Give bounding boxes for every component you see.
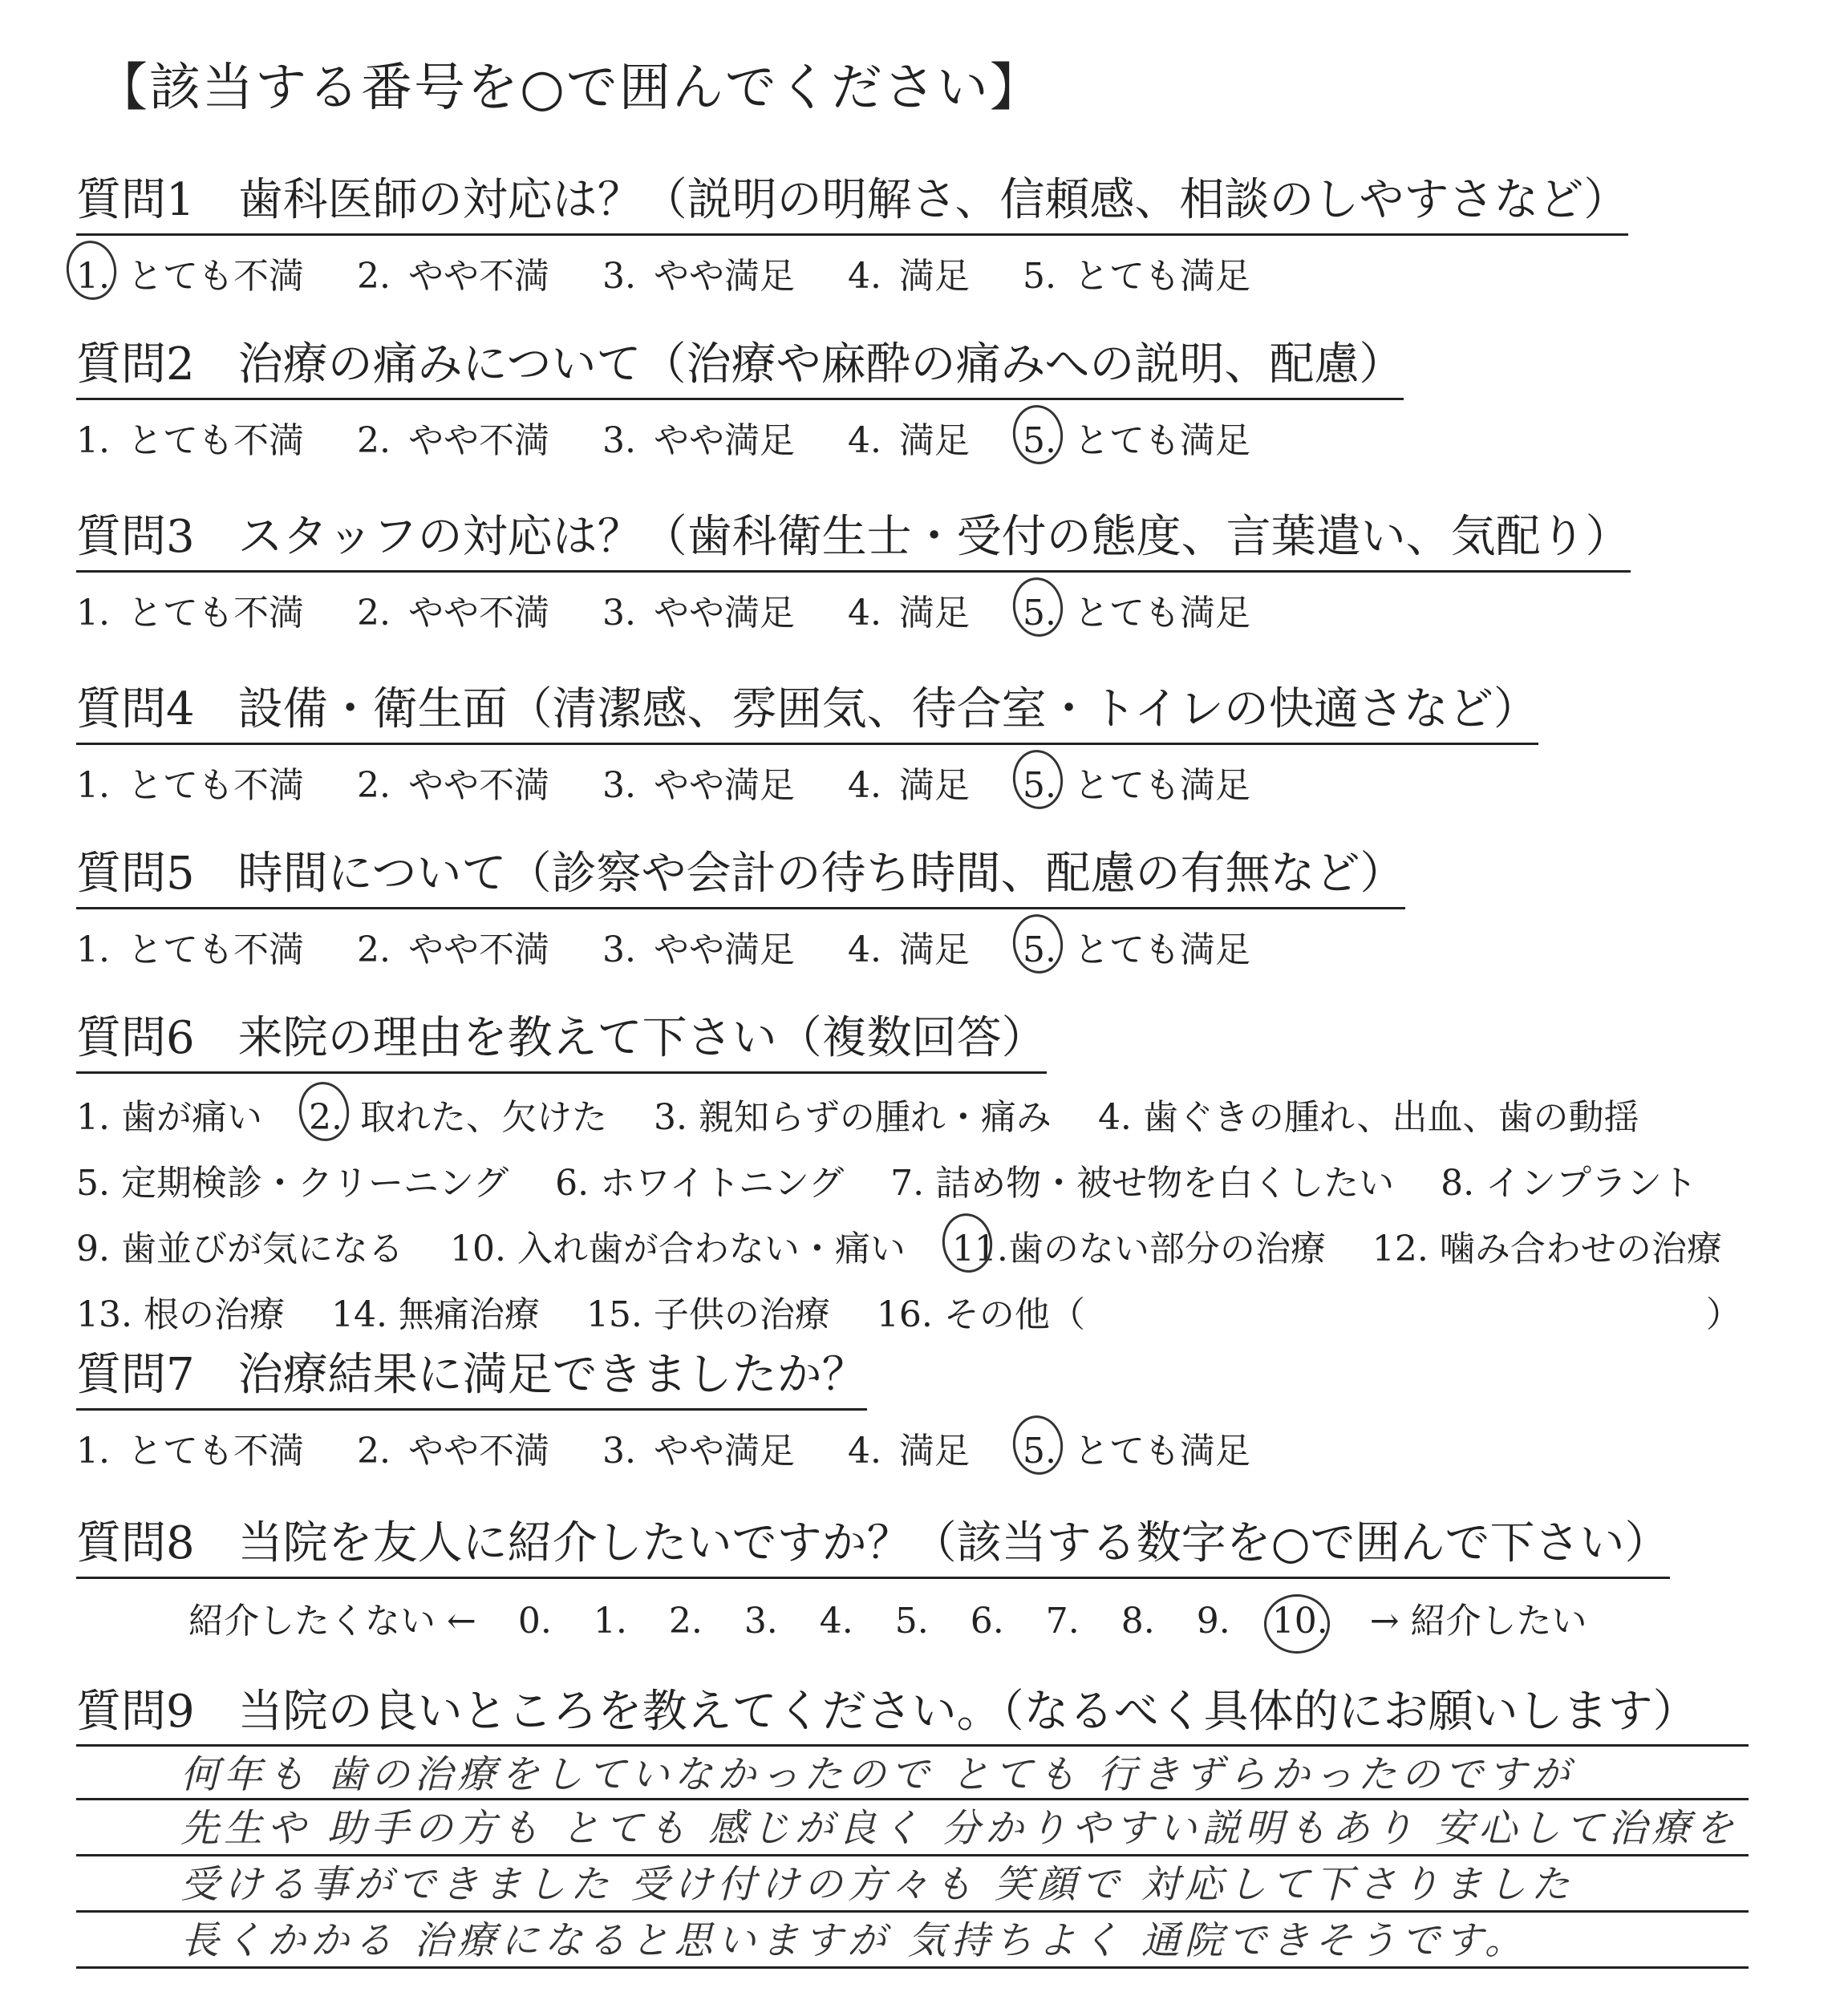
scale-7[interactable]: 7. xyxy=(1045,1601,1080,1642)
option-5[interactable]: 5. とても満足 xyxy=(1023,593,1250,634)
option-5[interactable]: 5. とても満足 xyxy=(1023,256,1250,297)
comment-line-3: 受ける事ができました 受け付けの方々も 笑顔で 対応して下さりました xyxy=(76,1856,1749,1913)
question-1-text: 歯科医師の対応は？（説明の明解さ、信頼感、相談のしやすさなど） xyxy=(237,174,1629,226)
scale-1[interactable]: 1. xyxy=(593,1601,627,1642)
recommend-scale xyxy=(188,1592,1670,1643)
option-4[interactable]: 4. 満足 xyxy=(848,593,970,634)
reason-13[interactable]: 13. 根の治療 xyxy=(76,1294,285,1335)
option-5[interactable]: 5. とても満足 xyxy=(1023,765,1250,806)
question-5-text: 時間について（診察や会計の待ち時間、配慮の有無など） xyxy=(237,848,1405,900)
reasons-row-2 xyxy=(76,1154,1757,1205)
reason-10[interactable]: 10. 入れ歯が合わない・痛い xyxy=(449,1229,906,1269)
comment-line-1: 何年も 歯の治療をしていなかったので とても 行きずらかったのですが xyxy=(76,1744,1749,1800)
option-2[interactable]: 2. やや不満 xyxy=(357,256,549,297)
question-6-label: 質問6 xyxy=(76,1012,195,1064)
question-2-label: 質問2 xyxy=(76,338,195,391)
scale-left-label: 紹介したくない ← xyxy=(188,1601,476,1642)
option-3[interactable]: 3. やや満足 xyxy=(602,929,795,970)
option-2[interactable]: 2. やや不満 xyxy=(357,593,549,634)
scale-4[interactable]: 4. xyxy=(819,1601,853,1642)
reason-14[interactable]: 14. 無痛治療 xyxy=(330,1294,540,1335)
option-2[interactable]: 2. やや不満 xyxy=(357,420,549,461)
question-6 xyxy=(76,1002,1757,1337)
question-4-label: 質問4 xyxy=(76,683,195,735)
question-7-options xyxy=(76,1422,1292,1473)
option-2[interactable]: 2. やや不満 xyxy=(357,929,549,970)
question-7-label: 質問7 xyxy=(76,1349,195,1401)
question-1 xyxy=(76,164,1628,298)
comment-line-4: 長くかかる 治療になると思いますが 気持ちよく 通院できそうです。 xyxy=(76,1913,1749,1969)
option-1[interactable]: 1. とても不満 xyxy=(76,593,304,634)
page-title: 【該当する番号を○で囲んでください】 xyxy=(96,59,1043,118)
question-1-label: 質問1 xyxy=(76,174,195,226)
option-5[interactable]: 5. とても満足 xyxy=(1023,1431,1250,1472)
reasons-row-3 xyxy=(76,1220,1757,1271)
reason-2[interactable]: 2. 取れた、欠けた xyxy=(308,1097,607,1138)
reason-4[interactable]: 4. 歯ぐきの腫れ、出血、歯の動揺 xyxy=(1097,1097,1639,1138)
question-2-text: 治療の痛みについて（治療や麻酔の痛みへの説明、配慮） xyxy=(237,338,1404,391)
option-4[interactable]: 4. 満足 xyxy=(848,1431,970,1472)
scale-2[interactable]: 2. xyxy=(668,1601,703,1642)
question-3-label: 質問3 xyxy=(76,511,195,563)
reason-7[interactable]: 7. 詰め物・被せ物を白くしたい xyxy=(890,1163,1395,1204)
question-9-text: 当院の良いところを教えてください。（なるべく具体的にお願いします） xyxy=(237,1686,1698,1738)
question-8-text: 当院を友人に紹介したいですか？（該当する数字を○で囲んで下さい） xyxy=(237,1517,1670,1569)
comment-area[interactable] xyxy=(76,1744,1749,1969)
question-7 xyxy=(76,1339,1292,1473)
scale-10[interactable]: 10. xyxy=(1271,1601,1328,1642)
reason-15[interactable]: 15. 子供の治療 xyxy=(586,1294,830,1335)
scale-9[interactable]: 9. xyxy=(1196,1601,1230,1642)
reason-16-close: ） xyxy=(1705,1294,1741,1335)
question-2-options xyxy=(76,411,1404,463)
question-6-text: 来院の理由を教えて下さい（複数回答） xyxy=(237,1012,1047,1064)
question-3-options xyxy=(76,584,1631,635)
scale-8[interactable]: 8. xyxy=(1121,1601,1155,1642)
option-3[interactable]: 3. やや満足 xyxy=(602,420,795,461)
question-4-text: 設備・衛生面（清潔感、雰囲気、待合室・トイレの快適さなど） xyxy=(237,683,1538,735)
option-1[interactable]: 1. とても不満 xyxy=(76,256,304,297)
scale-3[interactable]: 3. xyxy=(744,1601,778,1642)
question-3-text: スタッフの対応は？（歯科衛生士・受付の態度、言葉遣い、気配り） xyxy=(237,511,1631,563)
reason-16[interactable]: 16. その他（ xyxy=(876,1294,1085,1335)
option-3[interactable]: 3. やや満足 xyxy=(602,256,795,297)
question-5-label: 質問5 xyxy=(76,848,195,900)
option-3[interactable]: 3. やや満足 xyxy=(602,765,795,806)
option-1[interactable]: 1. とても不満 xyxy=(76,765,304,806)
option-5[interactable]: 5. とても満足 xyxy=(1023,929,1250,970)
option-4[interactable]: 4. 満足 xyxy=(848,256,970,297)
reason-6[interactable]: 6. ホワイトニング xyxy=(555,1163,845,1204)
option-3[interactable]: 3. やや満足 xyxy=(602,1431,795,1472)
reason-12[interactable]: 12. 噛み合わせの治療 xyxy=(1372,1229,1722,1269)
option-3[interactable]: 3. やや満足 xyxy=(602,593,795,634)
option-4[interactable]: 4. 満足 xyxy=(848,765,970,806)
question-5-options xyxy=(76,921,1405,972)
question-9-label: 質問9 xyxy=(76,1686,195,1738)
question-9 xyxy=(76,1676,1698,1745)
question-3 xyxy=(76,501,1631,635)
option-1[interactable]: 1. とても不満 xyxy=(76,929,304,970)
reason-1[interactable]: 1. 歯が痛い xyxy=(76,1097,262,1138)
reason-3[interactable]: 3. 親知らずの腫れ・痛み xyxy=(653,1097,1052,1138)
option-2[interactable]: 2. やや不満 xyxy=(357,1431,549,1472)
reason-11[interactable]: 11.歯のない部分の治療 xyxy=(951,1229,1326,1269)
scale-5[interactable]: 5. xyxy=(894,1601,929,1642)
option-1[interactable]: 1. とても不満 xyxy=(76,420,304,461)
reason-5[interactable]: 5. 定期検診・クリーニング xyxy=(76,1163,509,1204)
question-8-label: 質問8 xyxy=(76,1517,195,1569)
scale-0[interactable]: 0. xyxy=(517,1601,552,1642)
reason-8[interactable]: 8. インプラント xyxy=(1441,1163,1698,1204)
option-4[interactable]: 4. 満足 xyxy=(848,929,970,970)
option-2[interactable]: 2. やや不満 xyxy=(357,765,549,806)
option-1[interactable]: 1. とても不満 xyxy=(76,1431,304,1472)
question-4 xyxy=(76,674,1538,808)
comment-line-2: 先生や 助手の方も とても 感じが良く 分かりやすい説明もあり 安心して治療を xyxy=(76,1800,1749,1856)
reasons-row-1 xyxy=(76,1088,1757,1140)
question-1-options xyxy=(76,247,1628,298)
question-7-text: 治療結果に満足できましたか？ xyxy=(237,1349,867,1401)
reasons-row-4 xyxy=(76,1285,1757,1337)
scale-right-label: → 紹介したい xyxy=(1369,1601,1587,1642)
option-4[interactable]: 4. 満足 xyxy=(848,420,970,461)
question-5 xyxy=(76,838,1405,972)
scale-6[interactable]: 6. xyxy=(970,1601,1004,1642)
question-2 xyxy=(76,329,1404,463)
reason-9[interactable]: 9. 歯並びが気になる xyxy=(76,1229,403,1269)
question-4-options xyxy=(76,756,1538,808)
question-8 xyxy=(76,1508,1670,1643)
option-5[interactable]: 5. とても満足 xyxy=(1023,420,1250,461)
